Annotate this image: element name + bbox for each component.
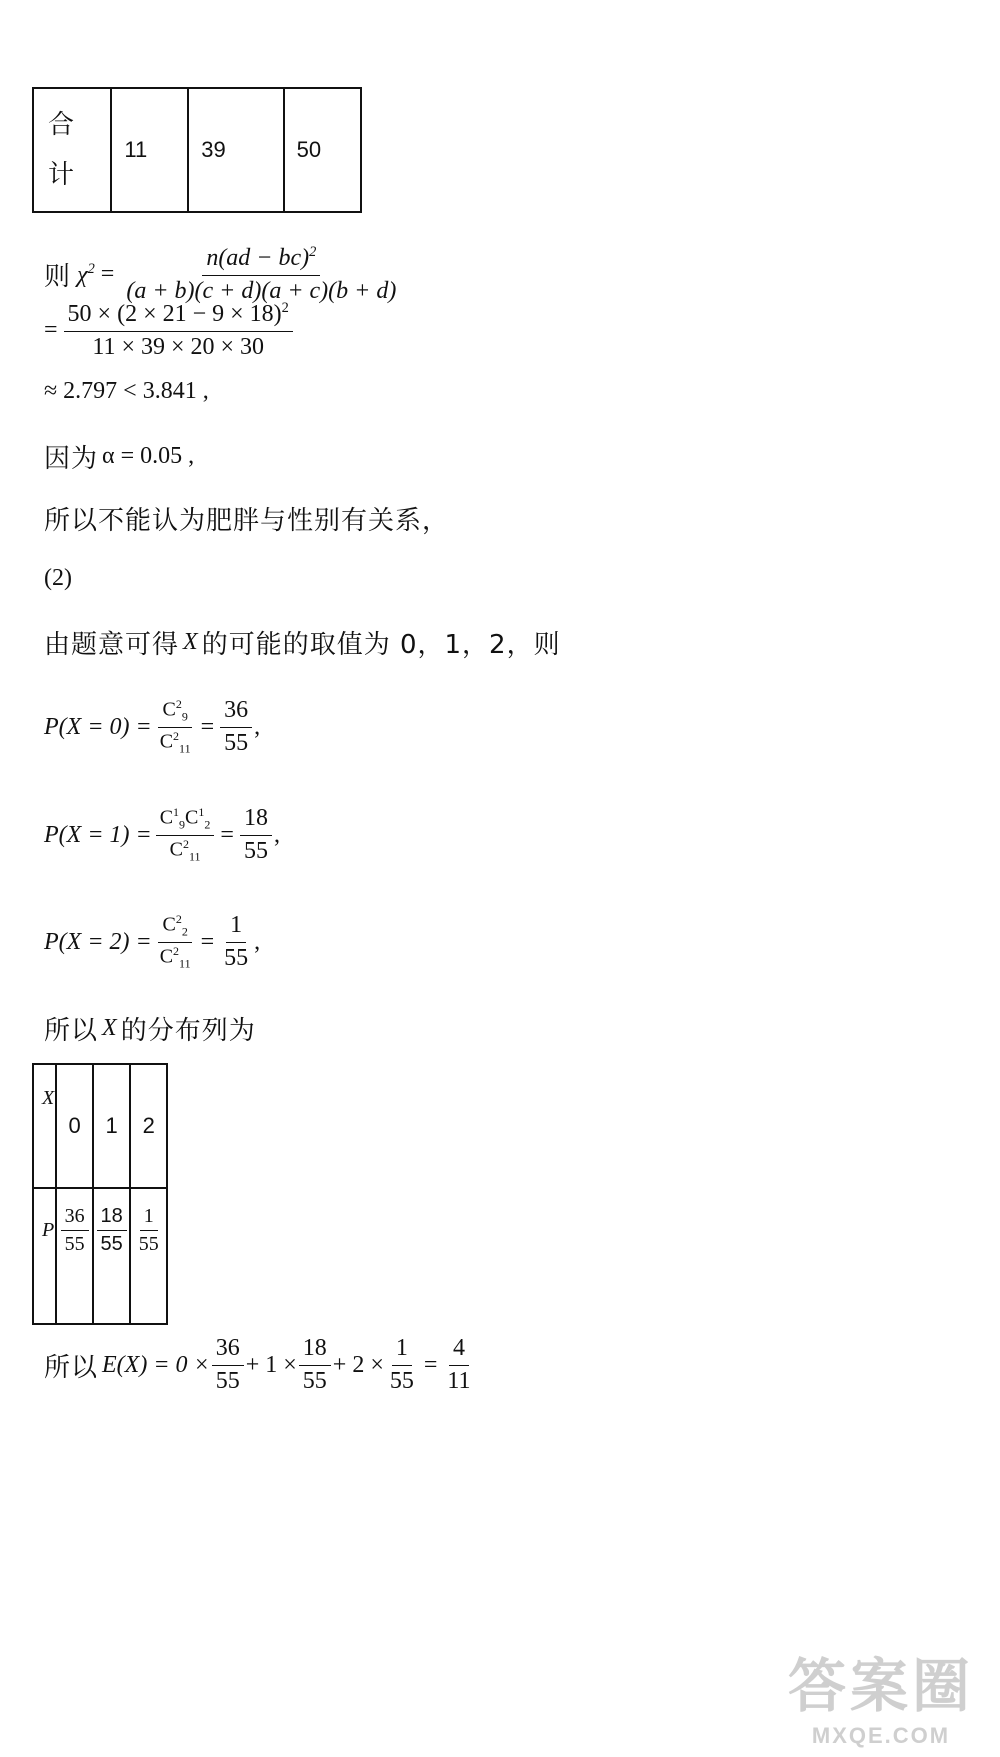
- intro-line: 由题意可得 X 的可能的取值为 0，1，2，则: [44, 629, 561, 660]
- chi-square-substitution: = $\frac{50 \times (2 \times 21 - 9 \times 18)^2}{11 \times 39 \times 20 \times 30}$: [44, 300, 295, 361]
- dist-x-2: 2: [130, 1064, 167, 1188]
- prob-x-1: P(X = 1) = $\frac{C^1_9C^1_2}{C^2_{11}}$ = $\frac{18}{55}$ ,: [44, 805, 280, 864]
- dist-p-0: $\frac{36}{55}$: [56, 1188, 93, 1324]
- chi-general-fraction: $\frac{n(ad - bc)^2}{(a + b)(c + d)(a + c)(b + d)}$: [126, 244, 397, 304]
- prob-x-2: P(X = 2) = $\frac{C^2_2}{C^2_{11}}$ = $\frac{1}{55}$ ,: [44, 912, 261, 971]
- alpha-line: 因为 α = 0.05 ,: [44, 443, 195, 474]
- totals-table: [32, 87, 362, 213]
- dist-p-2: $\frac{1}{55}$: [130, 1188, 167, 1324]
- expectation-line: 所以 E(X) = 0 × $\frac{36}{55}$ + 1 × $\frac{18}{55}$ + 2 × $\frac{1}{55}$ = $\frac{4}{11}$: [44, 1335, 471, 1394]
- dist-x-1: 1: [93, 1064, 130, 1188]
- chi-square-formula: 则 $\chi^2$ = $\frac{n(ad - bc)^2}{(a + b)(c + d)(a + c)(b + d)}$: [44, 244, 402, 305]
- chi-numeric-fraction: $\frac{50 \times (2 \times 21 - 9 \times 18)^2}{11 \times 39 \times 20 \times 30}$: [64, 300, 293, 361]
- totals-cell-2: 39: [188, 88, 283, 212]
- prob-x-0: P(X = 0) = $\frac{C^2_9}{C^2_{11}}$ = $\frac{36}{55}$ ,: [44, 697, 261, 756]
- dist-p-label: P: [33, 1188, 56, 1324]
- watermark-logo-text: 答案圈: [787, 1652, 974, 1720]
- dist-x-0: 0: [56, 1064, 93, 1188]
- chi-symbol: $\chi^2$: [77, 260, 95, 288]
- dist-p-1: $\frac{18}{55}$: [93, 1188, 130, 1324]
- totals-label-text: 合 计: [48, 110, 76, 190]
- totals-cell-3: 50: [284, 88, 361, 212]
- conclusion-line: 所以不能认为肥胖与性别有关系，: [44, 506, 450, 536]
- distribution-table: [32, 1063, 168, 1325]
- part-2-label: (2): [44, 565, 72, 591]
- watermark-url: MXQE.COM: [811, 1723, 951, 1748]
- chi-approx-line: ≈ 2.797 < 3.841 ,: [44, 378, 209, 404]
- dist-x-label: X: [33, 1064, 56, 1188]
- distribution-heading: 所以 X 的分布列为: [44, 1015, 256, 1046]
- totals-cell-1: 11: [111, 88, 188, 212]
- totals-row-label: [33, 88, 111, 212]
- site-watermark: [788, 1639, 974, 1749]
